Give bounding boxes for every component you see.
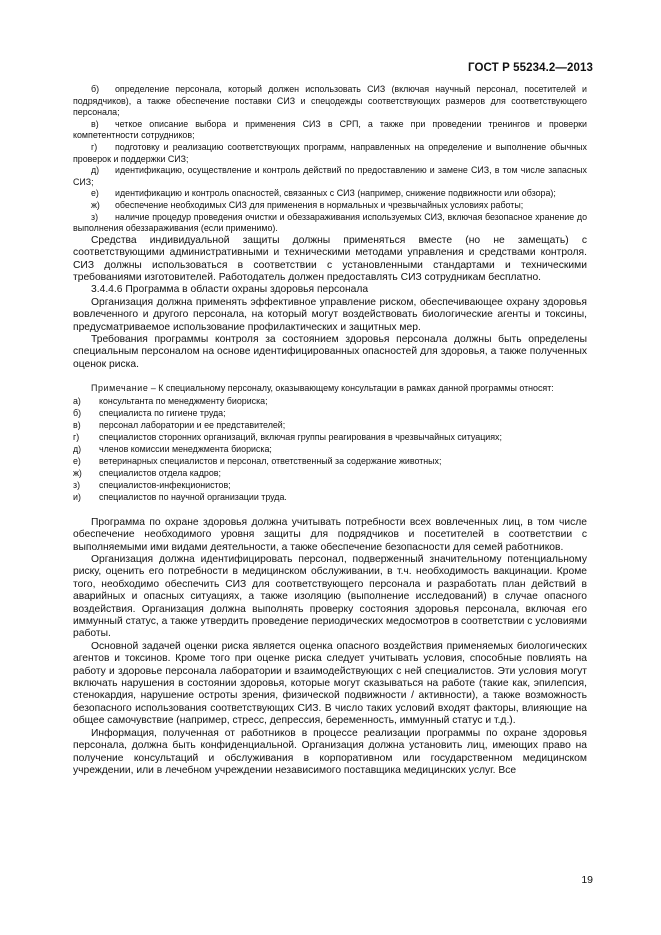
list-item-z (73, 212, 587, 235)
list-marker: в) (91, 118, 99, 129)
list-marker: г) (91, 141, 98, 152)
list-marker: з) (73, 479, 81, 490)
list-marker: д) (73, 443, 82, 454)
document-number: ГОСТ Р 55234.2—2013 (468, 62, 593, 74)
note-list-item (73, 419, 587, 431)
list-text: специалистов-инфекционистов; (99, 479, 231, 490)
list-item-e (73, 188, 587, 200)
note-list-item (73, 467, 587, 479)
note-list-item (73, 491, 587, 503)
list-marker: е) (91, 188, 99, 199)
list-item-v (73, 119, 587, 142)
list-marker: д) (91, 165, 100, 176)
paragraph-ppe-usage: Средства индивидуальной защиты должны применяться вместе (но не замещать) с соответствующими административными и техническими методами управления и средствами контроля. СИЗ должны использоваться в соответствии с установленными стандартами и техническими требованиями изготовителей. Работодатель должен предоставлять СИЗ сотрудникам бесплатно. (73, 234, 587, 283)
list-text: подготовку и реализацию соответствующих программ, направленных на определение и выполнение обычных проверок и поддержки СИЗ; (73, 141, 587, 164)
list-marker: б) (73, 407, 82, 418)
note-intro (73, 383, 587, 395)
list-text: идентификацию, осуществление и контроль действий по предоставлению и замене СИЗ, в том числе запасных СИЗ; (73, 165, 587, 187)
list-text: специалиста по гигиене труда; (99, 407, 226, 418)
list-text: членов комиссии менеджмента биориска; (99, 443, 272, 454)
note-list-item (73, 479, 587, 491)
list-marker: г) (73, 431, 80, 442)
paragraph-health-program: Программа по охране здоровья должна учитывать потребности всех вовлеченных лиц, в том числе обеспечение необходимого уровня защиты для подрядчиков и посетителей в соответствии с выполняемыми ими видами деятельности, а также обеспечение безопасности для семей работников. (73, 516, 587, 553)
list-item-zh (73, 200, 587, 212)
list-marker: а) (73, 395, 81, 406)
paragraph-health-requirements: Требования программы контроля за состоянием здоровья персонала должны быть определены специальным персоналом на основе идентифицированных опасностей для здоровья, а также полученных оценок риска. (73, 333, 587, 370)
list-marker: ж) (91, 199, 100, 210)
paragraph-confidentiality: Информация, полученная от работников в процессе реализации программы по охране здоровья персонала, должна быть конфиденциальной. Организация должна установить лиц, имеющих право на получение консультаций и обслуживания в корпоративном или государственном медицинском учреждении, или в лечебном учреждении независимого поставщика медицинских услуг. Все (73, 727, 587, 776)
list-text: обеспечение необходимых СИЗ для применения в нормальных и чрезвычайных условиях работы; (115, 199, 524, 210)
note-label: Примечание (91, 383, 149, 394)
list-text: консультанта по менеджменту биориска; (99, 395, 268, 406)
note-text: – К специальному персоналу, оказывающему консультации в рамках данной программы относят: (148, 383, 554, 394)
paragraph-identify-personnel: Организация должна идентифицировать персонал, подверженный значительному потенциальному риску, оценить его потребности в медицинском обслуживании, в т.ч. необходимость вакцинации. Кроме того, необходимо обеспечить СИЗ для соответствующего персонала и разработать план действий в аварийных и опасных ситуациях, а также изоляцию (выполнение исследований) в случае опасного воздействия. Организация должна выполнять проверку состояния здоровья персонала, включая его иммунный статус, а также утвердить проведение периодических медосмотров в соответствии с условиями работы. (73, 554, 587, 640)
list-item-d (73, 165, 587, 188)
list-marker: е) (73, 455, 81, 466)
page-number: 19 (581, 874, 593, 886)
paragraph-risk-assessment: Основной задачей оценки риска является оценка опасного воздействия применяемых биологических агентов и токсинов. Кроме того при оценке риска следует учитывать условия, способные повлиять на работу и здоровье персонала лаборатории и взаимодействующих с ней специалистов. Эти условия могут включать нарушения в состоянии здоровья, которые могут сказываться на работе (такие как, эпилепсия, стенокардия, нарушение остроты зрения, физической подвижности / активности), а также возможность безопасного использования соответствующих СИЗ. В число таких условий входят факторы, влияющие на общее самочувствие (например, стресс, депрессия, беременность, иммунный статус и т.д.). (73, 640, 587, 727)
list-marker: б) (91, 84, 100, 94)
page-body (73, 84, 587, 777)
note-list-item (73, 431, 587, 443)
note-list-item (73, 407, 587, 419)
list-item-g (73, 142, 587, 165)
note-list-item (73, 443, 587, 455)
list-text: наличие процедур проведения очистки и обеззараживания используемых СИЗ, включая безопасное хранение до выполнения обеззараживания (если применимо). (73, 211, 587, 234)
list-text: четкое описание выбора и применения СИЗ в СРП, а также при проведении тренингов и проверки компетентности сотрудников; (73, 118, 587, 141)
section-heading: 3.4.4.6 Программа в области охраны здоровья персонала (91, 284, 369, 296)
list-text: определение персонала, который должен использовать СИЗ (включая научный персонал, посетителей и подрядчиков), а также обеспечение поставки СИЗ и спецодежды соответствующих размеров для соответствующего персонала; (73, 84, 587, 118)
list-item-b (73, 84, 587, 119)
note-list-item (73, 395, 587, 407)
list-marker: в) (73, 419, 81, 430)
list-text: специалистов отдела кадров; (99, 467, 221, 478)
paragraph-risk-management: Организация должна применять эффективное управление риском, обеспечивающее охрану здоровья вовлеченного и другого персонала, на который могут воздействовать биологические агенты и токсины, предусматриваемое использование профилактических и защитных мер. (73, 296, 587, 333)
top-list (73, 84, 587, 235)
list-text: ветеринарных специалистов и персонал, ответственный за содержание животных; (99, 455, 442, 466)
list-text: специалистов сторонних организаций, включая группы реагирования в чрезвычайных ситуациях; (99, 431, 502, 442)
list-marker: и) (73, 491, 81, 502)
list-text: персонал лаборатории и ее представителей; (99, 419, 286, 430)
list-marker: з) (91, 211, 99, 222)
list-marker: ж) (73, 467, 82, 478)
note-list-item (73, 455, 587, 467)
list-text: специалистов по научной организации труда. (99, 491, 287, 502)
note-list (73, 395, 587, 503)
list-text: идентификацию и контроль опасностей, связанных с СИЗ (например, снижение подвижности или обзора); (115, 188, 556, 199)
